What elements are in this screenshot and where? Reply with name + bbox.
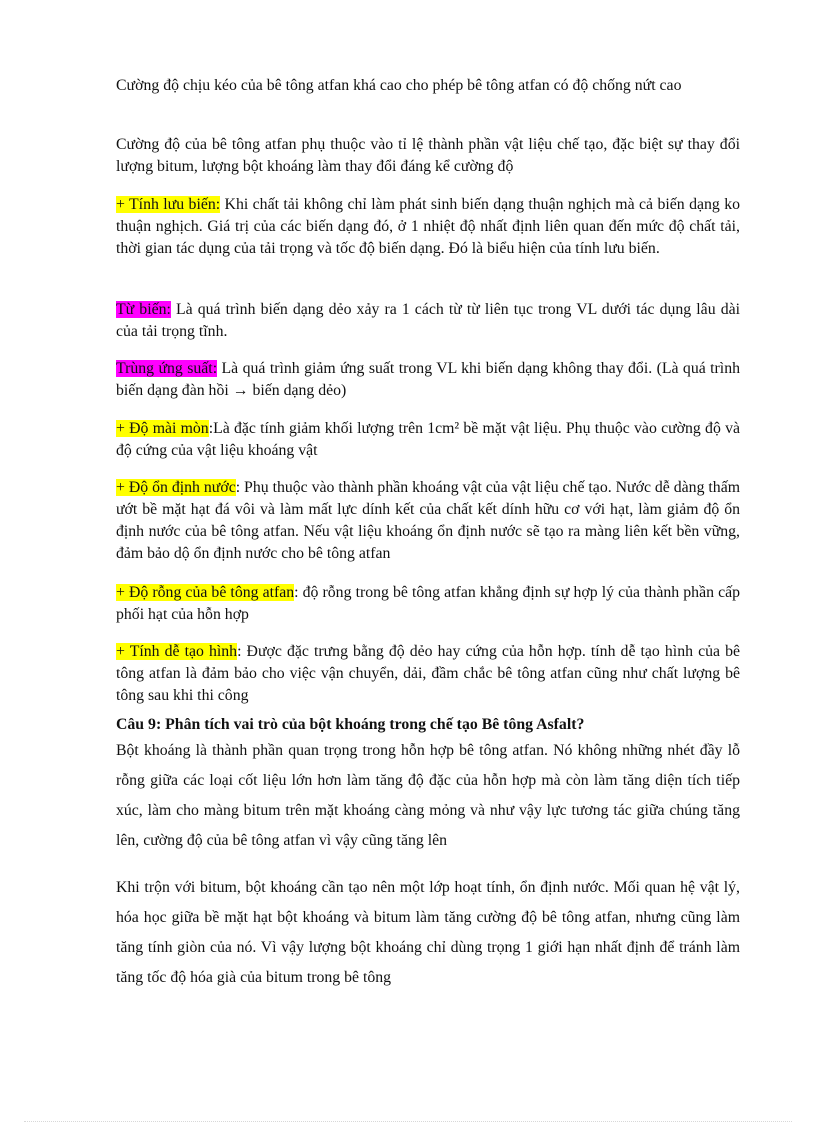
paragraph-stress-relaxation [116, 358, 740, 402]
highlighted-term: + Tính dễ tạo hình [116, 643, 238, 660]
highlighted-term: Từ biến: [116, 301, 171, 318]
page-bottom-divider [24, 1121, 792, 1122]
paragraph-creep [116, 299, 740, 343]
highlighted-term: Trùng ứng suất: [116, 360, 218, 377]
highlighted-term: + Độ rỗng của bê tông atfan [116, 584, 295, 601]
paragraph-text: :Là đặc tính giảm khối lượng trên 1cm² bề mặt vật liệu. Phụ thuộc vào cường độ và độ cứng của vật liệu khoáng vật [116, 420, 740, 459]
paragraph-text: : Được đặc trưng bằng độ dẻo hay cứng của hỗn hợp. tính dễ tạo hình của bê tông atfan là đảm bảo cho việc vận chuyển, dải, đầm chắc bê tông atfan cũng như chất lượng bê tông sau khi thi công [116, 643, 740, 704]
paragraph-text: Cường độ chịu kéo của bê tông atfan khá cao cho phép bê tông atfan có độ chống nứt cao [116, 77, 682, 94]
paragraph-text: Cường độ của bê tông atfan phụ thuộc vào tỉ lệ thành phần vật liệu chế tạo, đặc biệt sự thay đổi lượng bitum, lượng bột khoáng làm thay đổi đáng kể cường độ [116, 136, 740, 175]
highlighted-term: + Tính lưu biến: [116, 196, 221, 213]
paragraph-porosity [116, 582, 740, 626]
paragraph-text: Là quá trình biến dạng dẻo xảy ra 1 cách từ từ liên tục trong VL dưới tác dụng lâu dài của tải trọng tĩnh. [116, 301, 740, 340]
paragraph-text: Khi trộn với bitum, bột khoáng cần tạo nên một lớp hoạt tính, ổn định nước. Mối quan hệ vật lý, hóa học giữa bề mặt hạt bột khoáng và bitum làm tăng cường độ bê tông atfan, nhưng cũng làm tăng tính giòn của nó. Vì vậy lượng bột khoáng chỉ dùng trọng 1 giới hạn nhất định để tránh làm tăng tốc độ hóa già của bitum trong bê tông [116, 879, 740, 986]
paragraph-workability [116, 641, 740, 707]
paragraph-text: : độ rỗng trong bê tông atfan khẳng định sự hợp lý của thành phần cấp phối hạt của hỗn hợp [116, 584, 740, 623]
paragraph-strength-dependence [116, 134, 740, 178]
paragraph-text: Khi chất tải không chỉ làm phát sinh biến dạng thuận nghịch mà cả biến dạng ko thuận nghịch. Giá trị của các biến dạng đó, ở 1 nhiệt độ nhất định liên quan đến mức độ chất tải, thời gian tác dụng của tải trọng và tốc độ biến dạng. Đó là biểu hiện của tính lưu biến. [116, 196, 740, 257]
question-heading: Câu 9: Phân tích vai trò của bột khoáng trong chế tạo Bê tông Asfalt? [116, 716, 585, 733]
question-9-block [116, 714, 740, 856]
paragraph-text: Là quá trình giảm ứng suất trong VL khi biến dạng không thay đổi. (Là quá trình biến dạng đàn hồi → biến dạng dẻo) [116, 360, 740, 399]
paragraph-text: : Phụ thuộc vào thành phần khoáng vật của vật liệu chế tạo. Nước dễ dàng thấm ướt bề mặt hạt đá vôi và làm mất lực dính kết của chất kết dính hữu cơ với hạt, làm giảm độ ổn định nước của bê tông atfan. Nếu vật liệu khoáng ổn định nước sẽ tạo ra màng liên kết bền vững, đảm bảo dộ ổn định nước cho bê tông atfan [116, 479, 741, 562]
paragraph-rheology [116, 194, 740, 260]
paragraph-water-stability [116, 477, 740, 565]
highlighted-term: + Độ mài mòn [116, 420, 209, 437]
paragraph-tensile-strength [116, 75, 740, 97]
paragraph-abrasion [116, 418, 740, 462]
paragraph-text: Bột khoáng là thành phần quan trọng trong hỗn hợp bê tông atfan. Nó không những nhét đầy lỗ rỗng giữa các loại cốt liệu lớn hơn làm tăng độ đặc của hỗn hợp mà còn làm tăng diện tích tiếp xúc, làm cho màng bitum trên mặt khoáng càng mỏng và như vậy lực tương tác giữa chúng tăng lên, cường độ của bê tông atfan vì vậy cũng tăng lên [116, 742, 740, 849]
paragraph-mineral-powder [116, 873, 740, 993]
highlighted-term: + Độ ổn định nước [116, 479, 236, 496]
